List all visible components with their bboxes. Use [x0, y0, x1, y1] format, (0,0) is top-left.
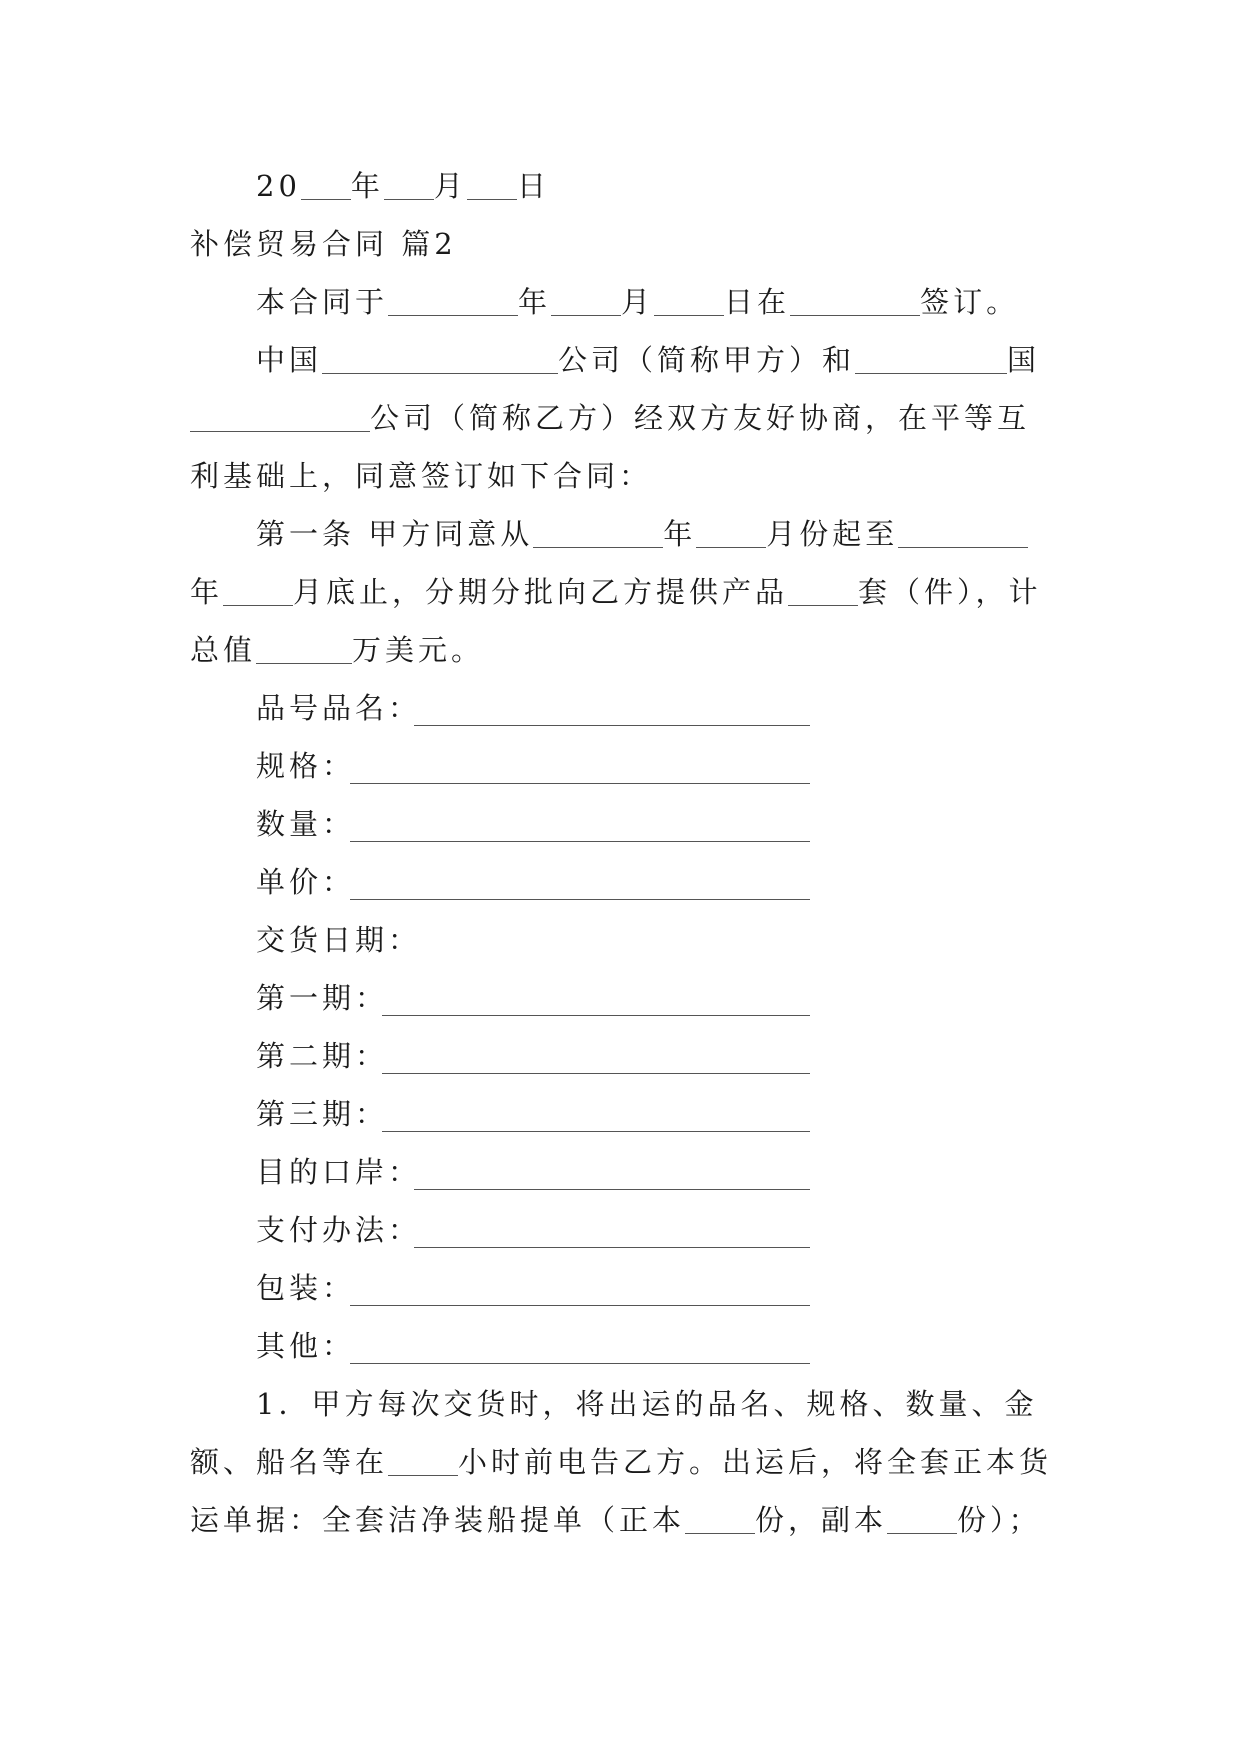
field-label: 其他：: [256, 1329, 356, 1363]
blank-sign-place: [790, 279, 920, 316]
parties-line-2: [190, 389, 1070, 447]
title-part: 篇2: [401, 227, 457, 261]
field-label: 品号品名：: [256, 691, 422, 725]
article1-text-f: 套（件），计: [858, 575, 1042, 609]
blank-duplicate-copies: [887, 1497, 957, 1534]
date-line: [190, 157, 1136, 215]
article1-text-h: 万美元。: [352, 633, 485, 667]
blank-sign-year: [388, 279, 518, 316]
field-label: 目的口岸：: [256, 1155, 422, 1189]
field-blank: [414, 689, 810, 726]
signing-text-3: 月: [621, 285, 655, 319]
field-blank: [350, 1269, 810, 1306]
title-text: 补偿贸易合同: [190, 227, 389, 261]
signing-text-2: 年: [518, 285, 552, 319]
blank-month: [384, 163, 434, 200]
blank-product-qty: [788, 569, 858, 606]
signing-text-1: 本合同于: [256, 285, 389, 319]
article1-text-g: 总值: [190, 633, 257, 667]
field-blank: [350, 863, 810, 900]
date-day-label: 日: [516, 169, 550, 203]
field-delivery-date: [190, 911, 1136, 969]
field-blank: [382, 1095, 810, 1132]
blank-party-a: [322, 337, 558, 374]
parties-text-d: 公司（简称乙方）经双方友好协商，在平等互: [370, 401, 1031, 435]
field-label: 第二期：: [256, 1039, 389, 1073]
parties-text-c: 国: [1007, 343, 1041, 377]
blank-start-month: [696, 511, 766, 548]
field-label: 包装：: [256, 1271, 356, 1305]
field-blank: [350, 1327, 810, 1364]
article1-line-1: [190, 505, 1136, 563]
article1-line-2: [190, 563, 1070, 621]
blank-end-month: [223, 569, 293, 606]
field-label: 支付办法：: [256, 1213, 422, 1247]
blank-total-value: [256, 627, 352, 664]
signing-line: [190, 273, 1136, 331]
section-title: [190, 215, 1070, 273]
field-label: 交货日期：: [256, 923, 422, 957]
clause1-text-c: 小时前电告乙方。出运后，将全套正本货: [458, 1445, 1053, 1479]
date-month-label: 月: [433, 169, 467, 203]
parties-line-1: [190, 331, 1136, 389]
parties-text-b: 公司（简称甲方）和: [558, 343, 856, 377]
article1-text-b: 年: [663, 517, 697, 551]
blank-day: [467, 163, 517, 200]
clause1-line-3: [190, 1491, 1070, 1549]
clause1-text-b: 额、船名等在: [190, 1445, 389, 1479]
blank-party-b: [190, 395, 370, 432]
field-blank: [414, 1211, 810, 1248]
blank-sign-day: [654, 279, 724, 316]
blank-hours: [388, 1439, 458, 1476]
clause1-text-e: 份，副本: [755, 1503, 888, 1537]
field-blank: [350, 805, 810, 842]
article1-text-e: 月底止，分期分批向乙方提供产品: [293, 575, 789, 609]
article1-text-a: 第一条 甲方同意从: [256, 517, 534, 551]
date-year-label: 年: [350, 169, 384, 203]
blank-start-year: [533, 511, 663, 548]
field-blank: [414, 1153, 810, 1190]
parties-text-a: 中国: [256, 343, 323, 377]
clause1-line-2: [190, 1433, 1070, 1491]
parties-text-e: 利基础上，同意签订如下合同：: [190, 459, 653, 493]
article1-text-c: 月份起至: [766, 517, 899, 551]
date-prefix: 20: [256, 169, 301, 203]
clause1-text-f: 份）；: [957, 1503, 1042, 1537]
clause1-line-1: [190, 1375, 1136, 1433]
signing-text-5: 签订。: [920, 285, 1020, 319]
parties-line-3: [190, 447, 1070, 505]
blank-year: [301, 163, 351, 200]
blank-sign-month: [551, 279, 621, 316]
field-label: 单价：: [256, 865, 356, 899]
field-blank: [382, 1037, 810, 1074]
field-label: 数量：: [256, 807, 356, 841]
field-blank: [382, 979, 810, 1016]
field-label: 第三期：: [256, 1097, 389, 1131]
clause1-text-d: 运单据：全套洁净装船提单（正本: [190, 1503, 686, 1537]
field-label: 规格：: [256, 749, 356, 783]
signing-text-4: 日在: [724, 285, 791, 319]
blank-country: [855, 337, 1007, 374]
blank-end-year: [898, 511, 1028, 548]
blank-original-copies: [685, 1497, 755, 1534]
article1-line-3: [190, 621, 1070, 679]
field-label: 第一期：: [256, 981, 389, 1015]
field-blank: [350, 747, 810, 784]
article1-text-d: 年: [190, 575, 224, 609]
clause1-text-a: 1．甲方每次交货时，将出运的品名、规格、数量、金: [256, 1387, 1038, 1421]
